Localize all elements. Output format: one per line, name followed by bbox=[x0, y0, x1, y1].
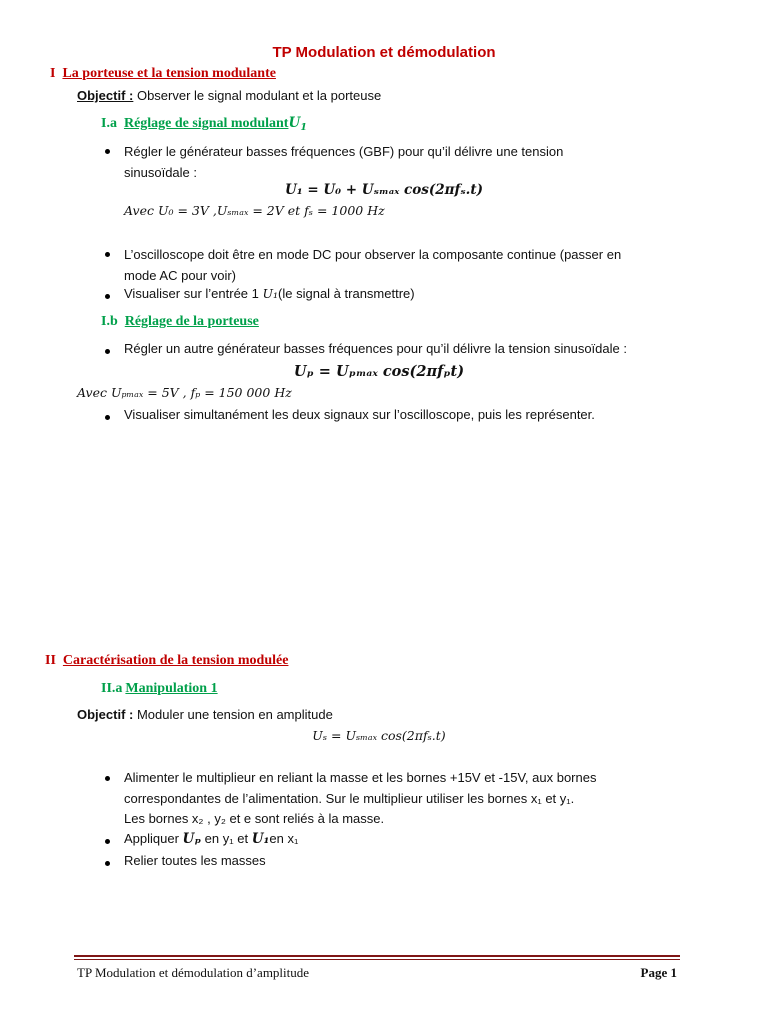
subsection-1b-number: I.b bbox=[101, 314, 118, 329]
bullet-icon bbox=[105, 415, 110, 420]
section-1-number: I bbox=[50, 66, 56, 81]
objective-label: Objectif : bbox=[77, 88, 134, 103]
bullet-2a-2: Appliquer Uₚ en y₁ et U₁en x₁ bbox=[124, 831, 299, 847]
subsection-1b-title: Réglage de la porteuse bbox=[124, 314, 259, 329]
bullet-1b-2: Visualiser simultanément les deux signaux sur l’oscilloscope, puis les représenter. bbox=[124, 407, 595, 422]
formula-u1: U₁ = U₀ + Uₛₘₐₓ cos(2πfₛ.t) bbox=[285, 182, 483, 198]
section-2-heading bbox=[45, 653, 288, 669]
bullet-2a-3: Relier toutes les masses bbox=[124, 853, 266, 868]
section-1-heading bbox=[50, 66, 276, 82]
bullet-icon bbox=[105, 839, 110, 844]
section-1-title: La porteuse et la tension modulante bbox=[62, 66, 276, 81]
subsection-1a-heading bbox=[101, 115, 307, 132]
subsection-2a-heading bbox=[101, 681, 218, 697]
bullet-icon bbox=[105, 294, 110, 299]
avec-1b: Avec Uₚₘₐₓ = 5V , fₚ = 150 000 Hz bbox=[77, 385, 292, 400]
subsection-1b-heading bbox=[101, 314, 259, 330]
footer-rule-thick bbox=[74, 955, 680, 957]
formula-up: Uₚ = Uₚₘₐₓ cos(2πfₚt) bbox=[293, 363, 465, 380]
objective-text: Observer le signal modulant et la porteuse bbox=[133, 88, 382, 103]
subsection-2a-title: Manipulation 1 bbox=[125, 681, 218, 696]
section-1-objective bbox=[77, 88, 381, 103]
bullet-2a-1: Alimenter le multiplieur en reliant la masse et les bornes +15V et -15V, aux bornes correspondantes de l’alimentation. Sur le multiplieur utiliser les bornes x₁ et y₁. Les bornes x₂ , y₂ et e sont reliés à la masse. bbox=[124, 770, 597, 826]
formula-us: Uₛ = Uₛₘₐₓ cos(2πfₛ.t) bbox=[312, 728, 446, 743]
bullet-1a-1: Régler le générateur basses fréquences (GBF) pour qu’il délivre une tension sinusoïdale : bbox=[124, 144, 564, 180]
bullet-icon bbox=[105, 252, 110, 257]
bullet-1a-3: Visualiser sur l’entrée 1 U₁(le signal à transmettre) bbox=[124, 286, 415, 301]
section-2-objective bbox=[77, 707, 333, 722]
footer-page-number: Page 1 bbox=[640, 965, 677, 980]
bullet-1b-1: Régler un autre générateur basses fréquences pour qu’il délivre la tension sinusoïdale : bbox=[124, 341, 627, 356]
objective-text: Moduler une tension en amplitude bbox=[133, 707, 333, 722]
page-title: TP Modulation et démodulation bbox=[272, 44, 496, 61]
section-2-title: Caractérisation de la tension modulée bbox=[62, 653, 289, 668]
footer-rule-thin bbox=[74, 959, 680, 960]
bullet-icon bbox=[105, 349, 110, 354]
section-2-number: II bbox=[45, 653, 56, 668]
subsection-1a-var: $U_1$ bbox=[288, 115, 308, 133]
avec-1a: Avec U₀ = 3V ,Uₛₘₐₓ = 2V et fₛ = 1000 Hz bbox=[124, 203, 385, 218]
bullet-1a-2: L’oscilloscope doit être en mode DC pour observer la composante continue (passer en mode AC pour voir) bbox=[124, 247, 622, 283]
subsection-1a-number: I.a bbox=[101, 116, 117, 131]
objective-label: Objectif : bbox=[77, 707, 134, 722]
subsection-1a-title: Réglage de signal modulant bbox=[123, 116, 289, 131]
bullet-icon bbox=[105, 149, 110, 154]
bullet-icon bbox=[105, 776, 110, 781]
subsection-2a-number: II.a bbox=[101, 681, 123, 696]
footer-left: TP Modulation et démodulation d’amplitude bbox=[77, 965, 310, 980]
bullet-icon bbox=[105, 861, 110, 866]
